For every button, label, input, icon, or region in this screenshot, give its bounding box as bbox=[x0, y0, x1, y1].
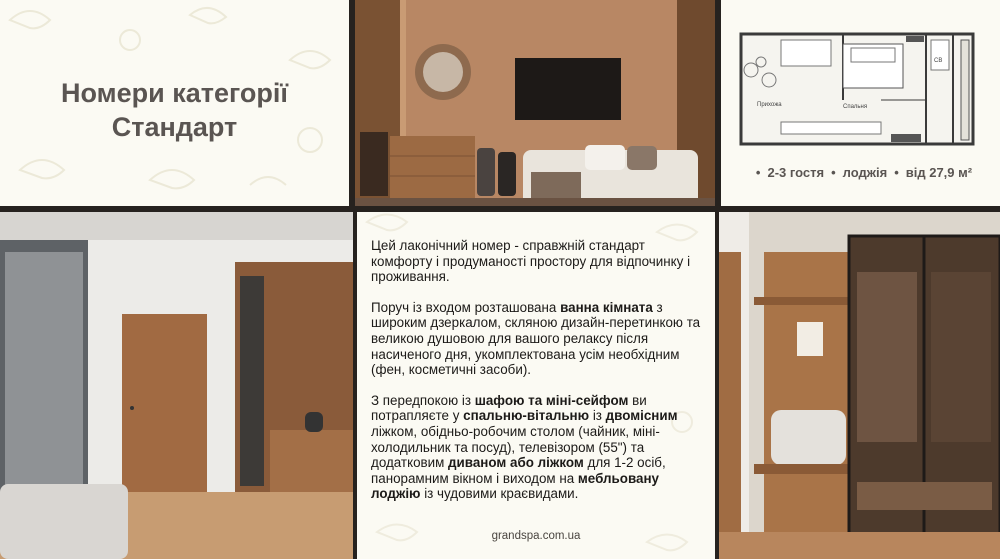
plan-label-hall: Прихожа bbox=[757, 102, 782, 108]
room-photo-bedroom bbox=[355, 0, 715, 206]
page-title bbox=[0, 76, 349, 144]
room-description bbox=[371, 238, 707, 517]
title-line-1: Номери категорії bbox=[61, 78, 288, 108]
room-area: від 27,9 м² bbox=[905, 165, 973, 180]
room-photo-bedroom-image bbox=[355, 0, 715, 206]
floor-plan-panel bbox=[721, 0, 1000, 206]
plan-label-bedroom: Спальня bbox=[843, 104, 868, 110]
website-link[interactable]: grandspa.com.ua bbox=[491, 530, 581, 542]
plan-label-bath: СВ bbox=[934, 58, 943, 64]
bullet-2: • bbox=[831, 165, 836, 180]
guests-count: 2-3 гостя bbox=[767, 165, 825, 180]
title-line-2: Стандарт bbox=[111, 112, 238, 142]
room-photo-entrance bbox=[0, 212, 353, 559]
description-paragraph-3: З передпокою із шафою та міні-сейфом ви потрапляєте у спальню-вітальню із двомісним ліжком, обідньо-робочим столом (чайник, міні-холодильник та посуд), телевізором (55") та додатковим диваном або ліжком для 1-2 осіб, панорамним вікном і виходом на мебльовану лоджію із чудовими краєвидами. bbox=[371, 392, 678, 502]
room-photo-wardrobe-image bbox=[719, 212, 1000, 559]
bullet-3: • bbox=[894, 165, 899, 180]
room-summary bbox=[721, 165, 1000, 180]
loggia-label: лоджія bbox=[842, 165, 888, 180]
room-photo-entrance-image bbox=[0, 212, 353, 559]
description-paragraph-2: Поруч із входом розташована ванна кімната з широким дзеркалом, скляною дизайн-перетинкою та великою душовою для вашого релаксу після насиченого дня, укомплектована усім необхідним (фен, косметичні засоби). bbox=[371, 299, 701, 378]
room-photo-wardrobe bbox=[719, 212, 1000, 559]
title-panel bbox=[0, 0, 349, 206]
description-panel bbox=[357, 212, 715, 559]
description-paragraph-1: Цей лаконічний номер - справжній стандарт комфорту і продуманості простору для відпочинку і проживання. bbox=[371, 238, 691, 285]
bullet-1: • bbox=[755, 165, 761, 180]
